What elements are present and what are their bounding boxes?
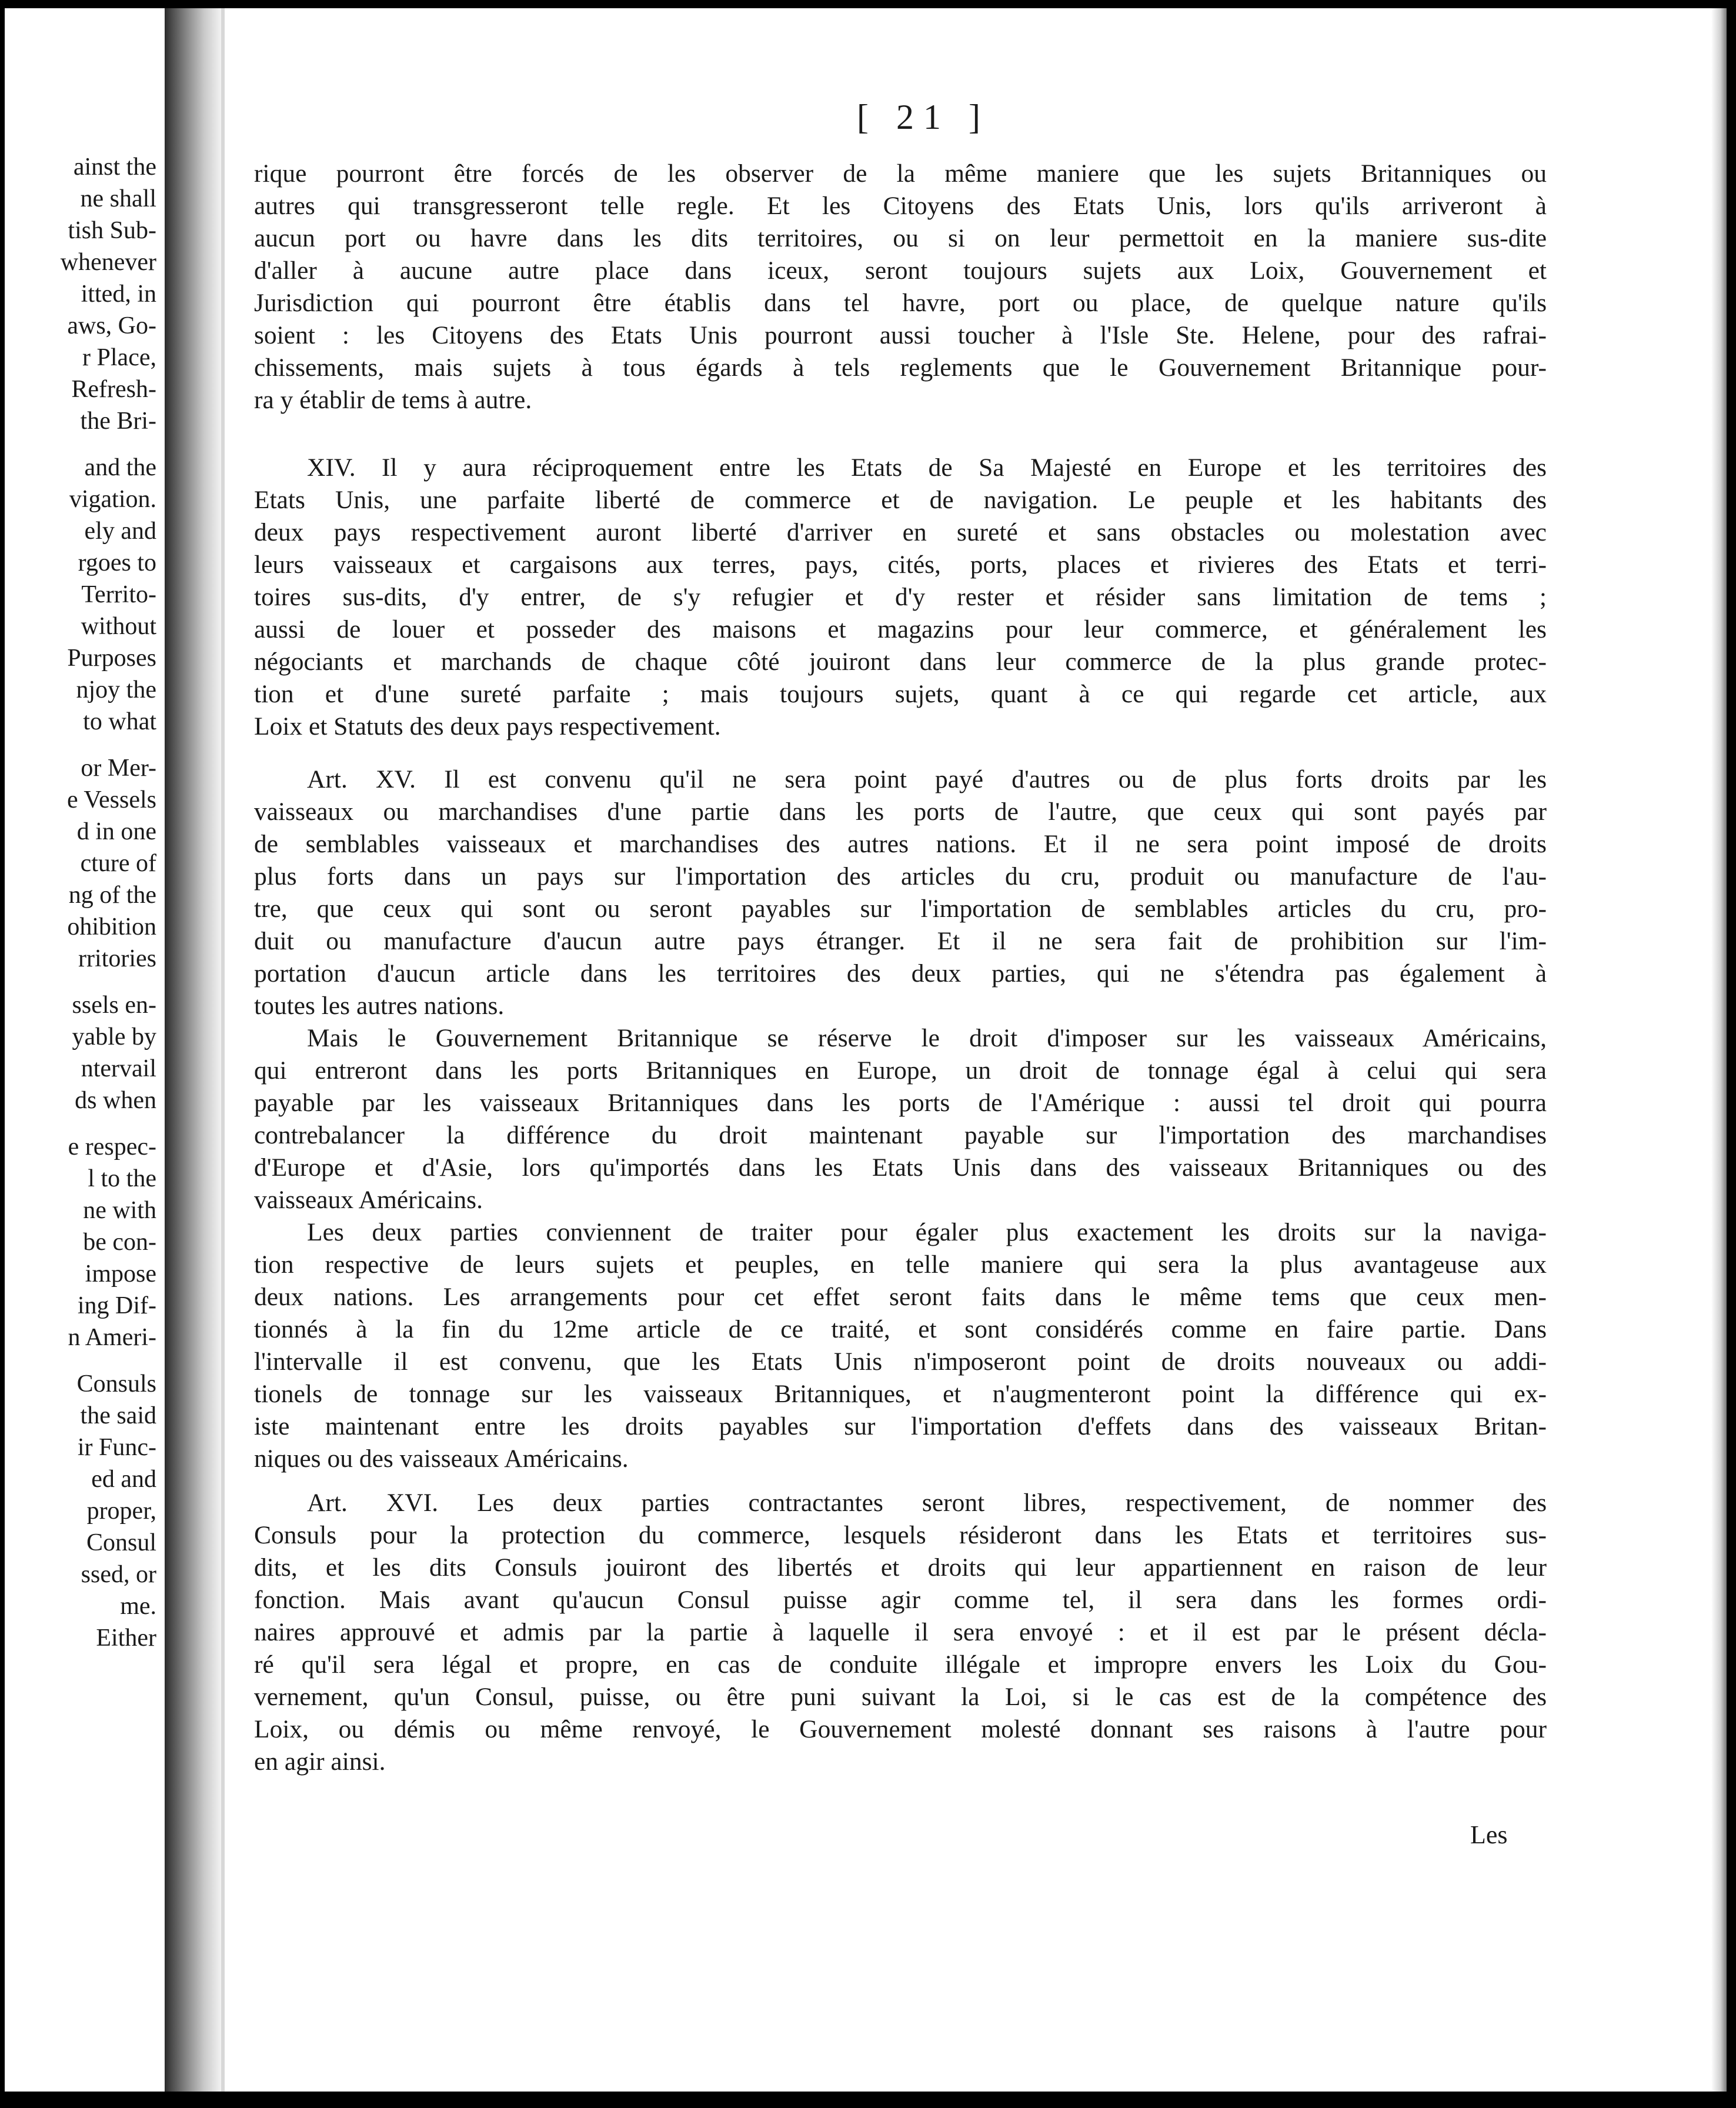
text-line: XIV. Il y aura réciproquement entre les Etats de Sa Majesté en Europe et les territoires des — [307, 453, 1547, 482]
text-line: vaisseaux Américains. — [254, 1186, 483, 1214]
facing-page-line: ing Dif- — [77, 1292, 156, 1319]
facing-page-line: ohibition — [67, 913, 156, 940]
paragraph-text — [254, 763, 1547, 1022]
text-line: Loix, ou démis ou même renvoyé, le Gouvernement molesté donnant ses raisons à l'autre pour — [254, 1715, 1547, 1743]
text-line: Les deux parties conviennent de traiter pour égaler plus exactement les droits sur la naviga- — [307, 1218, 1547, 1246]
facing-page-line: tish Sub- — [68, 217, 156, 244]
text-line: vernement, qu'un Consul, puisse, ou être puni suivant la Loi, si le cas est de la compétence des — [254, 1683, 1547, 1711]
facing-page-line: n Ameri- — [68, 1324, 156, 1351]
facing-page-line: ainst the — [73, 154, 156, 181]
text-line: Art. XVI. Les deux parties contractantes seront libres, respectivement, de nommer des — [307, 1489, 1547, 1517]
facing-page-line: ne with — [83, 1197, 156, 1224]
text-line: portation d'aucun article dans les territoires des deux parties, qui ne s'étendra pas également à — [254, 959, 1547, 988]
facing-page-line: to what — [83, 708, 156, 735]
facing-page-line: r Place, — [82, 344, 156, 371]
paragraph-article-xv-british-duties — [254, 1022, 1547, 1216]
text-line: duit ou manufacture d'aucun autre pays étranger. Et il ne sera fait de prohibition sur l'im- — [254, 927, 1547, 955]
text-line: aucun port ou havre dans les dits territoires, ou si on leur permettoit en la maniere sus-dite — [254, 224, 1547, 252]
facing-page-strip — [5, 8, 165, 2092]
facing-page-line: Either — [96, 1625, 156, 1652]
scan-frame-left — [0, 0, 5, 2108]
text-line: en agir ainsi. — [254, 1747, 386, 1776]
facing-page-line: ed and — [91, 1466, 156, 1493]
facing-page-line: ng of the — [68, 882, 156, 909]
text-line: leurs vaisseaux et cargaisons aux terres, pays, cités, ports, places et rivieres des Etats et terri- — [254, 551, 1547, 579]
paragraph-text — [254, 1216, 1547, 1475]
paragraph-article-xv-navigation-duties — [254, 1216, 1547, 1475]
text-line: ra y établir de tems à autre. — [254, 386, 532, 414]
text-line: autres qui transgresseront telle regle. Et les Citoyens des Etats Unis, lors qu'ils arriveront à — [254, 192, 1547, 220]
paragraph-text — [254, 452, 1547, 743]
facing-page-line: aws, Go- — [67, 312, 156, 339]
scan-frame-top — [0, 0, 1736, 8]
text-line: ré qu'il sera légal et propre, en cas de conduite illégale et impropre envers les Loix du Gou- — [254, 1650, 1547, 1679]
text-line: Loix et Statuts des deux pays respectivement. — [254, 712, 721, 741]
text-line: soient : les Citoyens des Etats Unis pourront aussi toucher à l'Isle Ste. Helene, pour des rafrai- — [254, 321, 1547, 349]
facing-page-line: d in one — [76, 818, 156, 845]
text-line: payable par les vaisseaux Britanniques dans les ports de l'Amérique : aussi tel droit qui pourra — [254, 1089, 1547, 1117]
facing-page-line: me. — [120, 1593, 156, 1620]
text-line: chissements, mais sujets à tous égards à tels reglements que le Gouvernement Britannique pour- — [254, 353, 1547, 382]
facing-page-line: whenever — [60, 249, 156, 276]
text-line: tre, que ceux qui sont ou seront payables sur l'importation de semblables articles du cru, pro- — [254, 895, 1547, 923]
right-page-edge-shadow — [1711, 8, 1727, 2092]
text-line: Mais le Gouvernement Britannique se réserve le droit d'imposer sur les vaisseaux Américains, — [307, 1024, 1547, 1052]
page-number: [ 21 ] — [857, 98, 990, 136]
text-line: toires sus-dits, d'y entrer, de s'y refugier et d'y rester et résider sans limitation de tems ; — [254, 583, 1547, 611]
facing-page-line: e Vessels — [66, 786, 156, 813]
scan-frame-bottom — [0, 2092, 1736, 2108]
facing-page-line: or Mer- — [81, 755, 156, 782]
facing-page-line: Consuls — [76, 1370, 156, 1397]
facing-page-line: ds when — [75, 1087, 156, 1114]
facing-page-line: ssed, or — [81, 1561, 156, 1588]
text-line: Etats Unis, une parfaite liberté de commerce et de navigation. Le peuple et les habitants des — [254, 486, 1547, 514]
text-line: tionnés à la fin du 12me article de ce traité, et sont considérés comme en faire partie. Dans — [254, 1315, 1547, 1343]
facing-page-line: without — [81, 613, 156, 640]
text-line: niques ou des vaisseaux Américains. — [254, 1445, 629, 1473]
paragraph-text — [254, 1022, 1547, 1216]
text-line: qui entreront dans les ports Britanniques en Europe, un droit de tonnage égal à celui qui sera — [254, 1056, 1547, 1085]
facing-page-line: rgoes to — [78, 549, 156, 576]
paragraph-article-xiii-continuation — [254, 158, 1547, 416]
facing-page-line: ir Func- — [77, 1434, 156, 1461]
paragraph-article-xiv — [254, 452, 1547, 743]
text-line: aussi de louer et posseder des maisons et magazins pour leur commerce, et généralement les — [254, 615, 1547, 643]
text-line: négociants et marchands de chaque côté jouiront dans leur commerce de la plus grande protec- — [254, 648, 1547, 676]
facing-page-line: vigation. — [69, 486, 156, 513]
text-line: de semblables vaisseaux et marchandises des autres nations. Et il ne sera point imposé de droits — [254, 830, 1547, 858]
text-line: fonction. Mais avant qu'aucun Consul puisse agir comme tel, il sera dans les formes ordi- — [254, 1586, 1547, 1614]
text-line: deux pays respectivement auront liberté d'arriver en sureté et sans obstacles ou molestation avec — [254, 518, 1547, 546]
paragraph-article-xvi — [254, 1487, 1547, 1778]
facing-page-line: and the — [84, 454, 156, 481]
scan-frame-right — [1727, 0, 1736, 2108]
facing-page-line: impose — [85, 1260, 156, 1288]
catchword: Les — [1470, 1820, 1508, 1849]
facing-page-line: ne shall — [80, 185, 156, 212]
paragraph-article-xv — [254, 763, 1547, 1022]
text-line: toutes les autres nations. — [254, 992, 505, 1020]
text-line: rique pourront être forcés de les observer de la même maniere que les sujets Britanniques ou — [254, 159, 1547, 188]
text-line: iste maintenant entre les droits payables sur l'importation d'effets dans des vaisseaux Britan- — [254, 1412, 1547, 1440]
page-edge — [221, 8, 225, 2092]
text-line: Art. XV. Il est convenu qu'il ne sera point payé d'autres ou de plus forts droits par les — [307, 765, 1547, 793]
text-line: plus forts dans un pays sur l'importation des articles du cru, produit ou manufacture de l'au- — [254, 862, 1547, 890]
facing-page-line: ssels en- — [72, 992, 156, 1019]
text-line: naires approuvé et admis par la partie à laquelle il sera envoyé : et il est par le présent décla- — [254, 1618, 1547, 1646]
facing-page-line: rritories — [78, 945, 156, 972]
text-line: contrebalancer la différence du droit maintenant payable sur l'importation des marchandises — [254, 1121, 1547, 1149]
binding-gutter — [165, 8, 221, 2092]
facing-page-line: Purposes — [67, 645, 156, 672]
facing-page-line: l to the — [88, 1165, 156, 1192]
text-line: Consuls pour la protection du commerce, lesquels résideront dans les Etats et territoires sus- — [254, 1521, 1547, 1549]
facing-page-line: ely and — [84, 518, 156, 545]
facing-page-line: Refresh- — [71, 376, 156, 403]
facing-page-line: be con- — [83, 1229, 156, 1256]
facing-page-line: Territo- — [81, 581, 156, 608]
text-line: dits, et les dits Consuls jouiront des libertés et droits qui leur appartiennent en raison de leur — [254, 1553, 1547, 1582]
facing-page-line: e respec- — [68, 1133, 156, 1160]
facing-page-line: yable by — [72, 1023, 156, 1050]
text-line: deux nations. Les arrangements pour cet effet seront faits dans le même tems que ceux men- — [254, 1283, 1547, 1311]
text-line: d'aller à aucune autre place dans iceux, seront toujours sujets aux Loix, Gouvernement et — [254, 256, 1547, 285]
text-line: Jurisdiction qui pourront être établis dans tel havre, port ou place, de quelque nature qu'ils — [254, 289, 1547, 317]
text-line: tion et d'une sureté parfaite ; mais toujours sujets, quant à ce qui regarde cet article, aux — [254, 680, 1547, 708]
text-line: tionels de tonnage sur les vaisseaux Britanniques, et n'augmenteront point la différence qui ex- — [254, 1380, 1547, 1408]
facing-page-line: Consul — [86, 1529, 156, 1556]
facing-page-line: cture of — [80, 850, 156, 877]
paragraph-text — [254, 1487, 1547, 1778]
facing-page-line: njoy the — [76, 676, 156, 703]
facing-page-line: the Bri- — [80, 408, 156, 435]
paragraph-text — [254, 158, 1547, 416]
text-line: tion respective de leurs sujets et peuples, en telle maniere qui sera la plus avantageuse aux — [254, 1250, 1547, 1279]
facing-page-line: the said — [80, 1402, 156, 1429]
text-line: l'intervalle il est convenu, que les Etats Unis n'imposeront point de droits nouveaux ou addi- — [254, 1347, 1547, 1376]
facing-page-line: itted, in — [81, 281, 156, 308]
facing-page-line: proper, — [86, 1497, 156, 1525]
text-line: d'Europe et d'Asie, lors qu'importés dans les Etats Unis dans des vaisseaux Britanniques ou des — [254, 1153, 1547, 1182]
facing-page-line: ntervail — [81, 1055, 156, 1082]
text-line: vaisseaux ou marchandises d'une partie dans les ports de l'autre, que ceux qui sont payés par — [254, 798, 1547, 826]
